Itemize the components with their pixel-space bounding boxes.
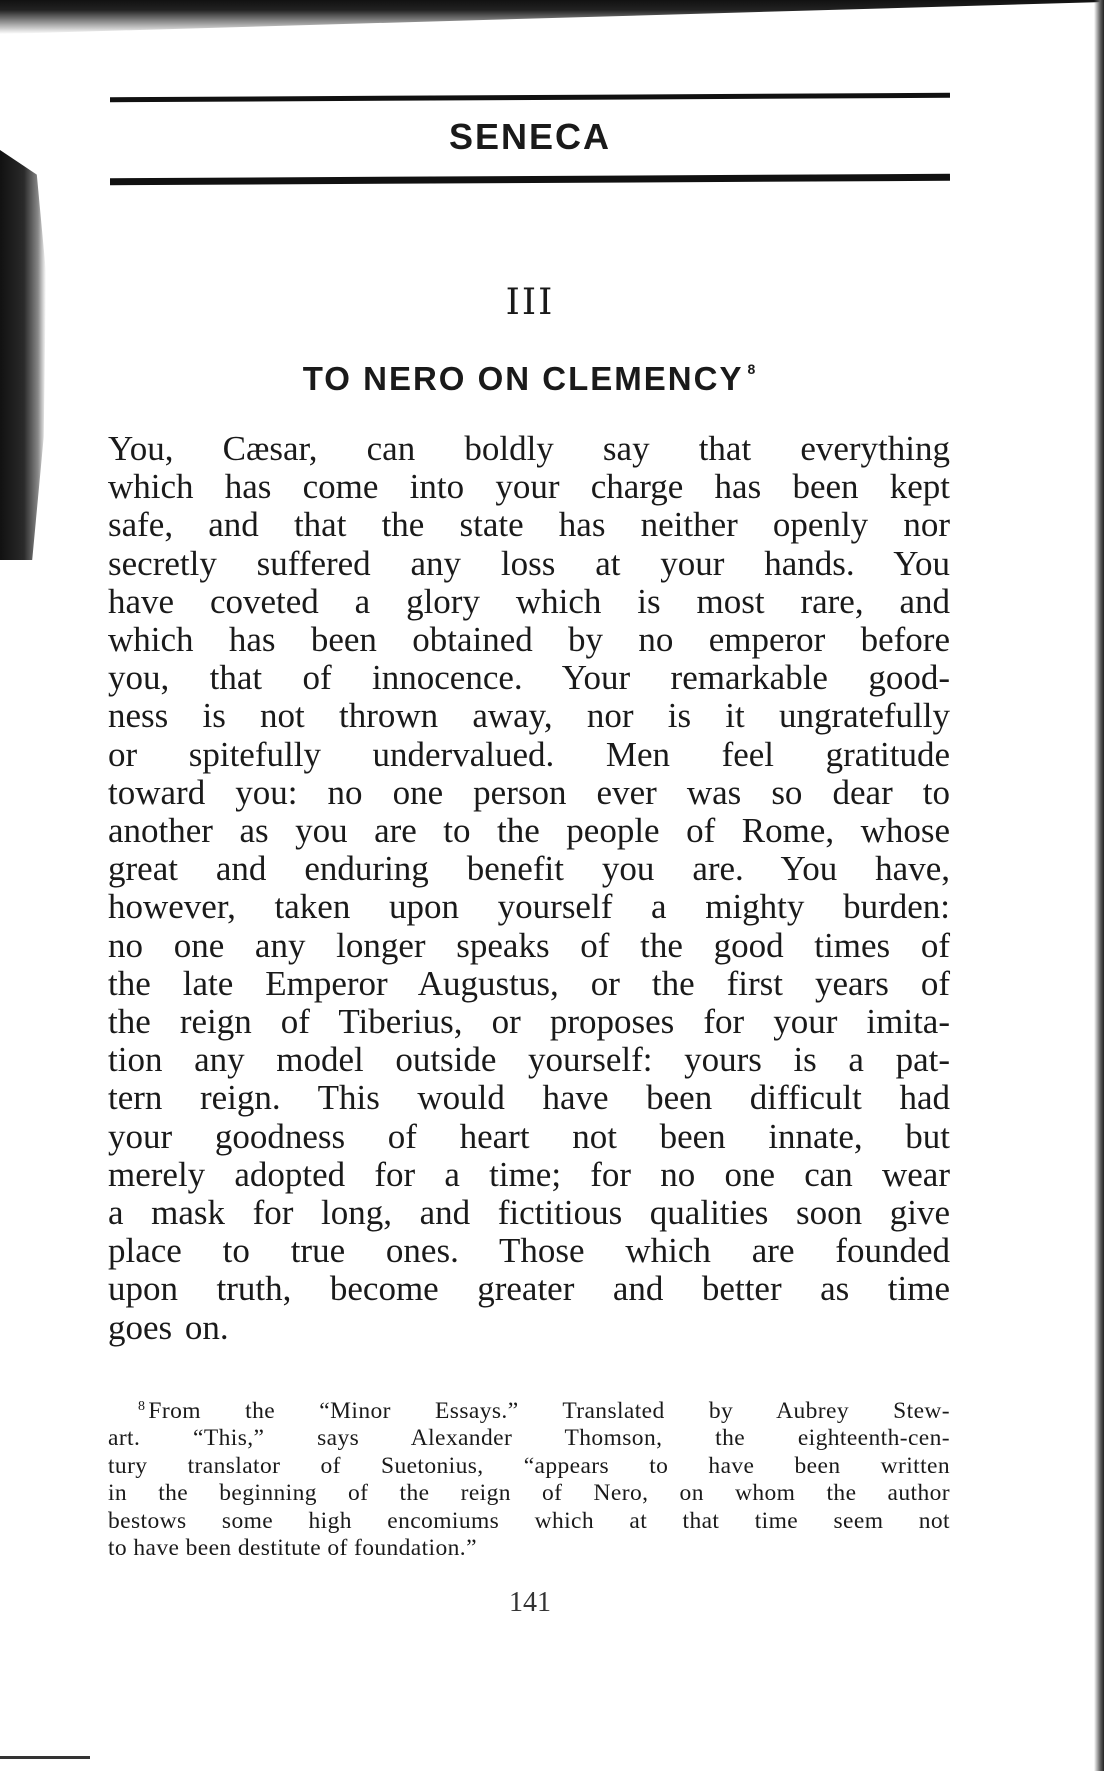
running-head: SENECA [448, 116, 612, 157]
body-line: which has been obtained by no emperor before [108, 620, 950, 660]
body-line: however, taken upon yourself a mighty burden: [108, 887, 950, 927]
body-line: secretly suffered any loss at your hands. You [108, 543, 950, 583]
header-rule-top [110, 93, 950, 102]
body-line: You, Cæsar, can boldly say that everything [108, 429, 950, 468]
body-line: your goodness of heart not been innate, but [108, 1116, 950, 1156]
body-line: tern reign. This would have been difficult had [108, 1078, 950, 1118]
footnote-line-text: From the “Minor Essays.” Translated by Aubrey Stew- [148, 1398, 950, 1424]
body-line: great and enduring benefit you are. You have, [108, 849, 950, 889]
footnote-line [108, 1393, 950, 1425]
header-rule-bottom [110, 174, 950, 185]
body-line: the reign of Tiberius, or proposes for your imita- [108, 1002, 950, 1042]
scan-edge-left [0, 150, 46, 560]
chapter-title [110, 360, 950, 398]
footnote-line: in the beginning of the reign of Nero, on whom the author [108, 1480, 950, 1507]
footnote [108, 1393, 950, 1562]
footnote-line: to have been destitute of foundation.” [108, 1535, 477, 1562]
body-line: no one any longer speaks of the good times of [108, 925, 950, 965]
footnote-line: tury translator of Suetonius, “appears to have been written [108, 1452, 950, 1479]
body-line: a mask for long, and fictitious qualities soon give [108, 1193, 950, 1233]
chapter-title-text: TO NERO ON CLEMENCY [302, 360, 744, 397]
footnote-line: art. “This,” says Alexander Thomson, the eighteenth-cen- [108, 1425, 950, 1452]
body-line: safe, and that the state has neither openly nor [108, 505, 950, 545]
body-text [108, 430, 950, 1347]
body-line: tion any model outside yourself: yours is a pat- [108, 1040, 950, 1080]
body-line: the late Emperor Augustus, or the first years of [108, 963, 950, 1003]
scan-edge-top [0, 0, 1104, 34]
body-line: another as you are to the people of Rome, whose [108, 811, 950, 851]
footnote-reference: 8 [747, 361, 758, 377]
body-line: have coveted a glory which is most rare, and [108, 581, 950, 621]
scan-edge-bottom [0, 1756, 90, 1759]
page-number: 141 [509, 1587, 551, 1618]
body-line: you, that of innocence. Your remarkable good- [108, 658, 950, 698]
body-line: which has come into your charge has been kept [108, 467, 950, 507]
body-line: toward you: no one person ever was so dear to [108, 772, 950, 812]
body-line: merely adopted for a time; for no one can wear [108, 1154, 950, 1194]
footnote-marker: 8 [138, 1399, 146, 1414]
scan-edge-right [1094, 0, 1104, 1771]
body-line: or spitefully undervalued. Men feel gratitude [108, 734, 950, 774]
footnote-line: bestows some high encomiums which at that time seem not [108, 1507, 950, 1534]
body-line: upon truth, become greater and better as time [108, 1269, 950, 1309]
body-line: goes on. [108, 1307, 229, 1347]
body-line: place to true ones. Those which are founded [108, 1231, 950, 1271]
chapter-numeral: III [505, 282, 555, 323]
body-line: ness is not thrown away, nor is it ungratefully [108, 696, 950, 736]
